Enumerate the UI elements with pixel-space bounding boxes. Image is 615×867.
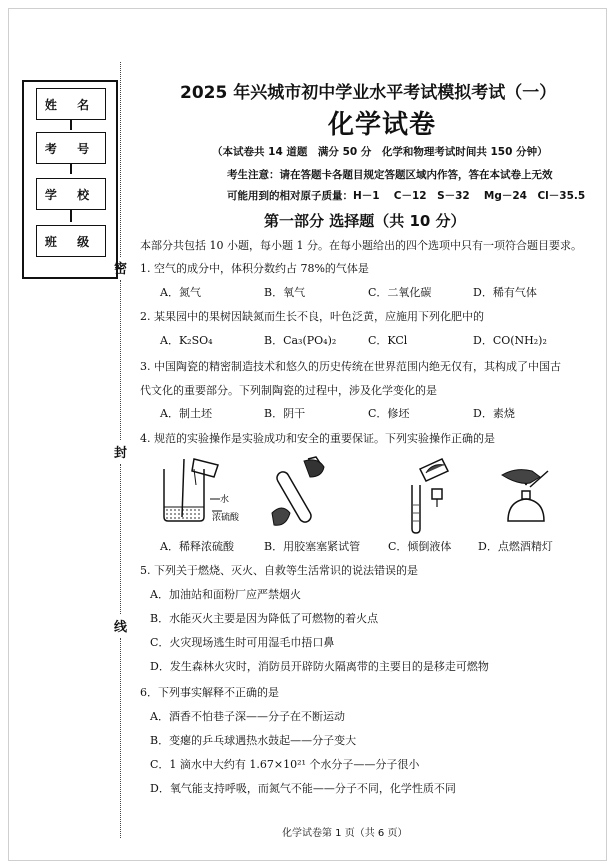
q4-option-c[interactable]: C．倾倒液体	[388, 540, 452, 553]
q1-stem: 1. 空气的成分中，体积分数约占 78%的气体是	[140, 262, 369, 275]
q4-option-a[interactable]: A．稀释浓硫酸	[160, 540, 234, 553]
q4-option-d[interactable]: D．点燃酒精灯	[478, 540, 553, 553]
class-field[interactable]: 班 级	[36, 225, 106, 257]
q2-option-c[interactable]: C．KCl	[368, 334, 408, 347]
seal-feng: 封	[114, 446, 128, 461]
q6-option-c[interactable]: C．1 滴水中大约有 1.67×10²¹ 个水分子——分子很小	[150, 758, 420, 771]
q5-option-a[interactable]: A．加油站和面粉厂应严禁烟火	[150, 588, 301, 601]
exam-title: 2025 年兴城市初中学业水平考试模拟考试（一）	[180, 83, 557, 103]
section-title: 第一部分 选择题（共 10 分）	[264, 212, 466, 230]
q5-stem: 5. 下列关于燃烧、灭火、自救等生活常识的说法错误的是	[140, 564, 418, 577]
q3-option-c[interactable]: C．修坯	[368, 407, 410, 420]
q2-stem: 2. 某果园中的果树因缺氮而生长不良，叶色泛黄，应施用下列化肥中的	[140, 310, 484, 323]
q3-option-b[interactable]: B．阴干	[264, 407, 306, 420]
q4-stem: 4. 规范的实验操作是实验成功和安全的重要保证。下列实验操作正确的是	[140, 432, 495, 445]
subject-title: 化学试卷	[328, 110, 437, 140]
student-info-panel	[22, 80, 118, 279]
acid-label: 浓硫酸	[212, 513, 240, 523]
q5-option-c[interactable]: C．火灾现场逃生时可用湿毛巾捂口鼻	[150, 636, 335, 649]
exam-number-field[interactable]: 考 号	[36, 132, 106, 164]
q5-option-d[interactable]: D．发生森林火灾时，消防员开辟防火隔离带的主要目的是移走可燃物	[150, 660, 489, 673]
exam-notice: 考生注意：请在答题卡各题目规定答题区域内作答，答在本试卷上无效	[227, 169, 553, 181]
q1-option-b[interactable]: B．氧气	[264, 286, 306, 299]
q5-option-b[interactable]: B．水能灭火主要是因为降低了可燃物的着火点	[150, 612, 379, 625]
q3-option-d[interactable]: D．素烧	[473, 407, 515, 420]
q6-option-d[interactable]: D．氧气能支持呼吸，而氮气不能——分子不同，化学性质不同	[150, 782, 456, 795]
school-field[interactable]: 学 校	[36, 178, 106, 210]
seal-mi: 密	[114, 262, 128, 277]
name-field[interactable]: 姓 名	[36, 88, 106, 120]
water-label: 水	[220, 495, 230, 505]
q1-option-a[interactable]: A．氮气	[160, 286, 201, 299]
atomic-mass-list: 可能用到的相对原子质量：H－1 C－12 S－32 Mg－24 Cl－35.5	[227, 190, 586, 202]
q3-stem-line1: 3. 中国陶瓷的精密制造技术和悠久的历史传统在世界范围内绝无仅有，其构成了中国古	[140, 360, 561, 373]
q4-option-b[interactable]: B．用胶塞塞紧试管	[264, 540, 361, 553]
q2-option-a[interactable]: A．K₂SO₄	[160, 334, 213, 347]
pour-liquid-illustration	[392, 455, 452, 535]
stopper-illustration	[264, 455, 334, 535]
q3-option-a[interactable]: A．制土坯	[160, 407, 212, 420]
q1-option-d[interactable]: D．稀有气体	[473, 286, 537, 299]
dilute-acid-illustration	[150, 455, 250, 535]
seal-xian: 线	[114, 620, 128, 635]
exam-meta: （本试卷共 14 道题 满分 50 分 化学和物理考试时间共 150 分钟）	[212, 146, 548, 158]
q2-option-b[interactable]: B．Ca₃(PO₄)₂	[264, 334, 337, 347]
q6-option-b[interactable]: B．变瘪的乒乓球遇热水鼓起——分子变大	[150, 734, 357, 747]
q2-option-d[interactable]: D．CO(NH₂)₂	[473, 334, 547, 347]
q1-option-c[interactable]: C．二氧化碳	[368, 286, 432, 299]
q6-stem: 6．下列事实解释不正确的是	[140, 686, 279, 699]
page-footer: 化学试卷第 1 页（共 6 页）	[282, 828, 408, 839]
q6-option-a[interactable]: A．酒香不怕巷子深——分子在不断运动	[150, 710, 345, 723]
section-intro: 本部分共包括 10 小题，每小题 1 分。在每小题给出的四个选项中只有一项符合题目要求。	[140, 239, 582, 252]
q3-stem-line2: 代文化的重要部分。下列制陶瓷的过程中，涉及化学变化的是	[140, 384, 437, 397]
alcohol-lamp-illustration	[496, 455, 556, 535]
